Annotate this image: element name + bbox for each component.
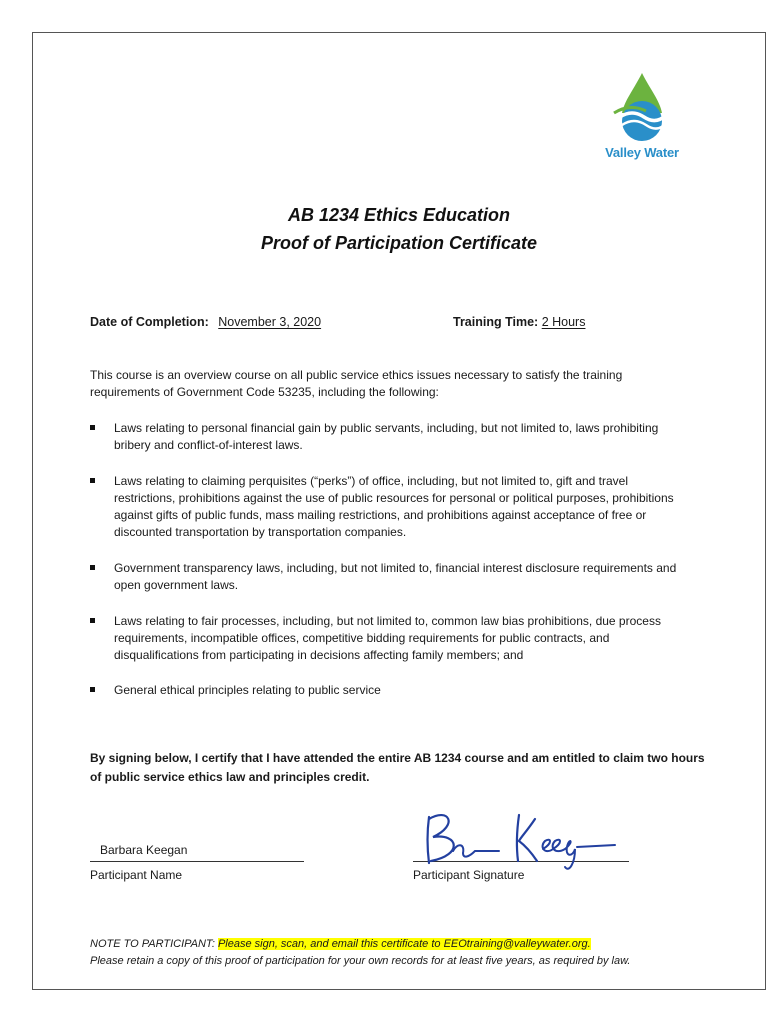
list-item: Laws relating to personal financial gain by public servants, including, but not limited to, laws prohibiting bribery and conflict-of-interest laws. [90, 420, 690, 454]
water-drop-icon [586, 67, 698, 147]
note-prefix: NOTE TO PARTICIPANT: [90, 938, 215, 950]
participant-signature-label: Participant Signature [413, 868, 525, 882]
list-item: Laws relating to claiming perquisites (“perks”) of office, including, but not limited to, gift and travel restrictions, prohibitions against the use of public resources for personal or political purposes, prohibitions against gifts of public funds, mass mailing restrictions, and prohibitions against acceptance of free or discounted transportation by transportation companies. [90, 473, 690, 541]
name-line [90, 861, 304, 862]
participant-name-label: Participant Name [90, 868, 183, 882]
participant-name-value: Barbara Keegan [100, 843, 188, 857]
certificate-page [32, 32, 766, 990]
list-item: Government transparency laws, including, but not limited to, financial interest disclosure requirements and open government laws. [90, 560, 690, 594]
participant-signature-block [413, 843, 629, 882]
bullet-icon [90, 565, 95, 570]
completion-date-value: November 3, 2020 [218, 315, 322, 329]
participant-name-block [90, 843, 304, 882]
bullet-icon [90, 478, 95, 483]
intro-paragraph: This course is an overview course on all public service ethics issues necessary to satisfy the training requirements of Government Code 53235, including the following: [90, 368, 623, 399]
training-time-value: 2 Hours [541, 315, 586, 329]
handwritten-signature [419, 807, 619, 877]
completion-date-field [90, 315, 321, 329]
certificate-title-line2: Proof of Participation Certificate [260, 233, 538, 253]
certification-statement: By signing below, I certify that I have attended the entire AB 1234 course and am entitled to claim two hours of public service ethics law and principles credit. [90, 751, 705, 784]
valley-water-logo [586, 67, 698, 177]
completion-date-label: Date of Completion: [90, 315, 209, 329]
bullet-icon [90, 687, 95, 692]
note-to-participant [90, 936, 730, 970]
note-retention: Please retain a copy of this proof of participation for your own records for at least five years, as required by law. [90, 955, 631, 967]
training-time-field [453, 315, 621, 329]
certificate-title-line1: AB 1234 Ethics Education [287, 205, 511, 225]
note-highlight: Please sign, scan, and email this certificate to EEOtraining@valleywater.org. [217, 938, 591, 950]
list-item: General ethical principles relating to public service [90, 682, 690, 699]
training-time-label: Training Time: [453, 315, 539, 329]
list-item: Laws relating to fair processes, including, but not limited to, common law bias prohibitions, due process requirements, incompatible offices, competitive bidding requirements for public contracts, and disqualifications from participating in decisions affecting family members; and [90, 613, 690, 664]
logo-text: Valley Water [605, 145, 679, 160]
bullet-icon [90, 618, 95, 623]
bullet-icon [90, 425, 95, 430]
